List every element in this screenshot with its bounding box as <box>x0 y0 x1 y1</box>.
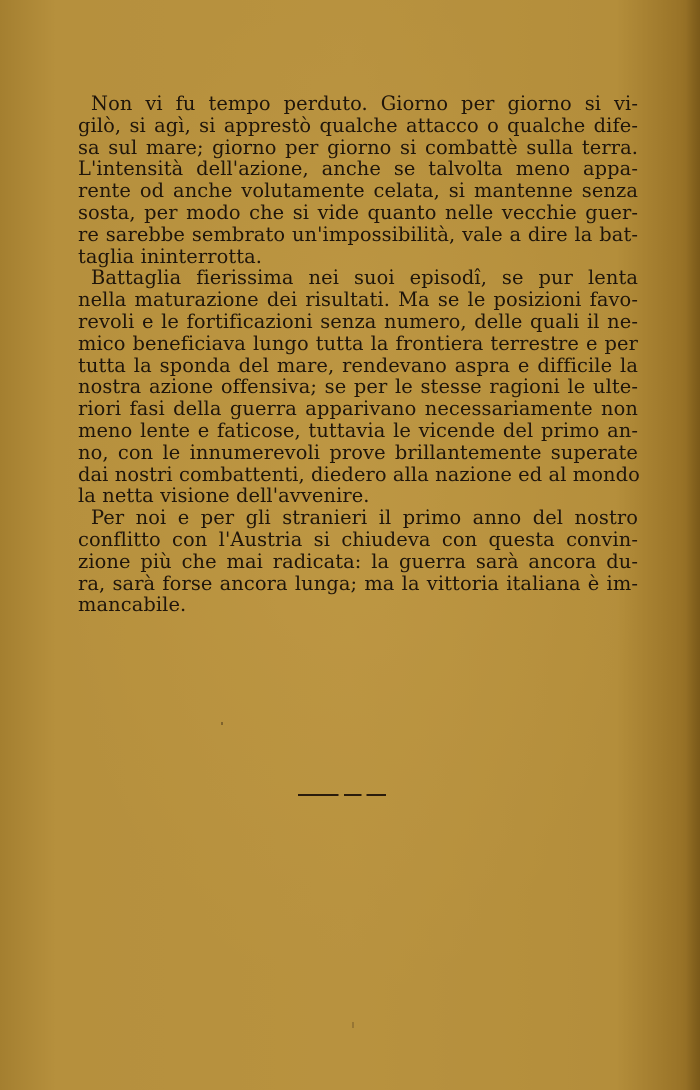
text-line: Battaglia fierissima nei suoi episodî, se pur lenta <box>91 266 638 290</box>
text-line: nella maturazione dei risultati. Ma se le posizioni favo- <box>78 288 638 312</box>
text-line: meno lente e faticose, tuttavia le vicende del primo an- <box>78 418 638 442</box>
page-edge-shadow <box>686 0 700 1090</box>
text-line: gilò, si agì, si apprestò qualche attacco o qualche dife- <box>78 113 638 137</box>
paragraph-1 <box>78 93 638 267</box>
text-line: L'intensità dell'azione, anche se talvolta meno appa- <box>78 157 638 181</box>
paper-speck <box>221 722 223 725</box>
text-line: tutta la sponda del mare, rendevano aspra e difficile la <box>78 353 638 377</box>
text-line: revoli e le fortificazioni senza numero, delle quali il ne- <box>78 309 638 333</box>
text-line: taglia ininterrotta. <box>78 244 263 268</box>
body-text <box>78 93 638 616</box>
text-line: Non vi fu tempo perduto. Giorno per giorno si vi- <box>91 92 638 115</box>
text-line: mico beneficiava lungo tutta la frontiera terrestre e per <box>78 331 638 355</box>
text-line: sosta, per modo che si vide quanto nelle vecchie guer- <box>78 200 638 224</box>
text-line: rente od anche volutamente celata, si mantenne senza <box>78 179 638 203</box>
paper-speck <box>352 1022 354 1028</box>
text-line: re sarebbe sembrato un'impossibilità, vale a dire la bat- <box>78 222 638 246</box>
text-line: no, con le innumerevoli prove brillantemente superate <box>78 440 638 464</box>
text-line: la netta visione dell'avvenire. <box>78 484 370 508</box>
text-line: zione più che mai radicata: la guerra sarà ancora du- <box>78 549 638 573</box>
text-line: nostra azione offensiva; se per le stesse ragioni le ulte- <box>78 375 638 399</box>
text-line: ra, sarà forse ancora lunga; ma la vittoria italiana è im- <box>78 571 638 595</box>
text-line: conflitto con l'Austria si chiudeva con questa convin- <box>78 527 638 551</box>
text-line: sa sul mare; giorno per giorno si combattè sulla terra. <box>78 135 638 159</box>
section-separator-rule <box>298 794 386 796</box>
text-line: Per noi e per gli stranieri il primo anno del nostro <box>91 506 638 530</box>
paragraph-2 <box>78 267 638 507</box>
paragraph-3 <box>78 507 638 616</box>
text-line: mancabile. <box>78 593 187 617</box>
text-line: riori fasi della guerra apparivano necessariamente non <box>78 397 638 421</box>
text-line: dai nostri combattenti, diedero alla nazione ed al mondo <box>78 462 640 486</box>
